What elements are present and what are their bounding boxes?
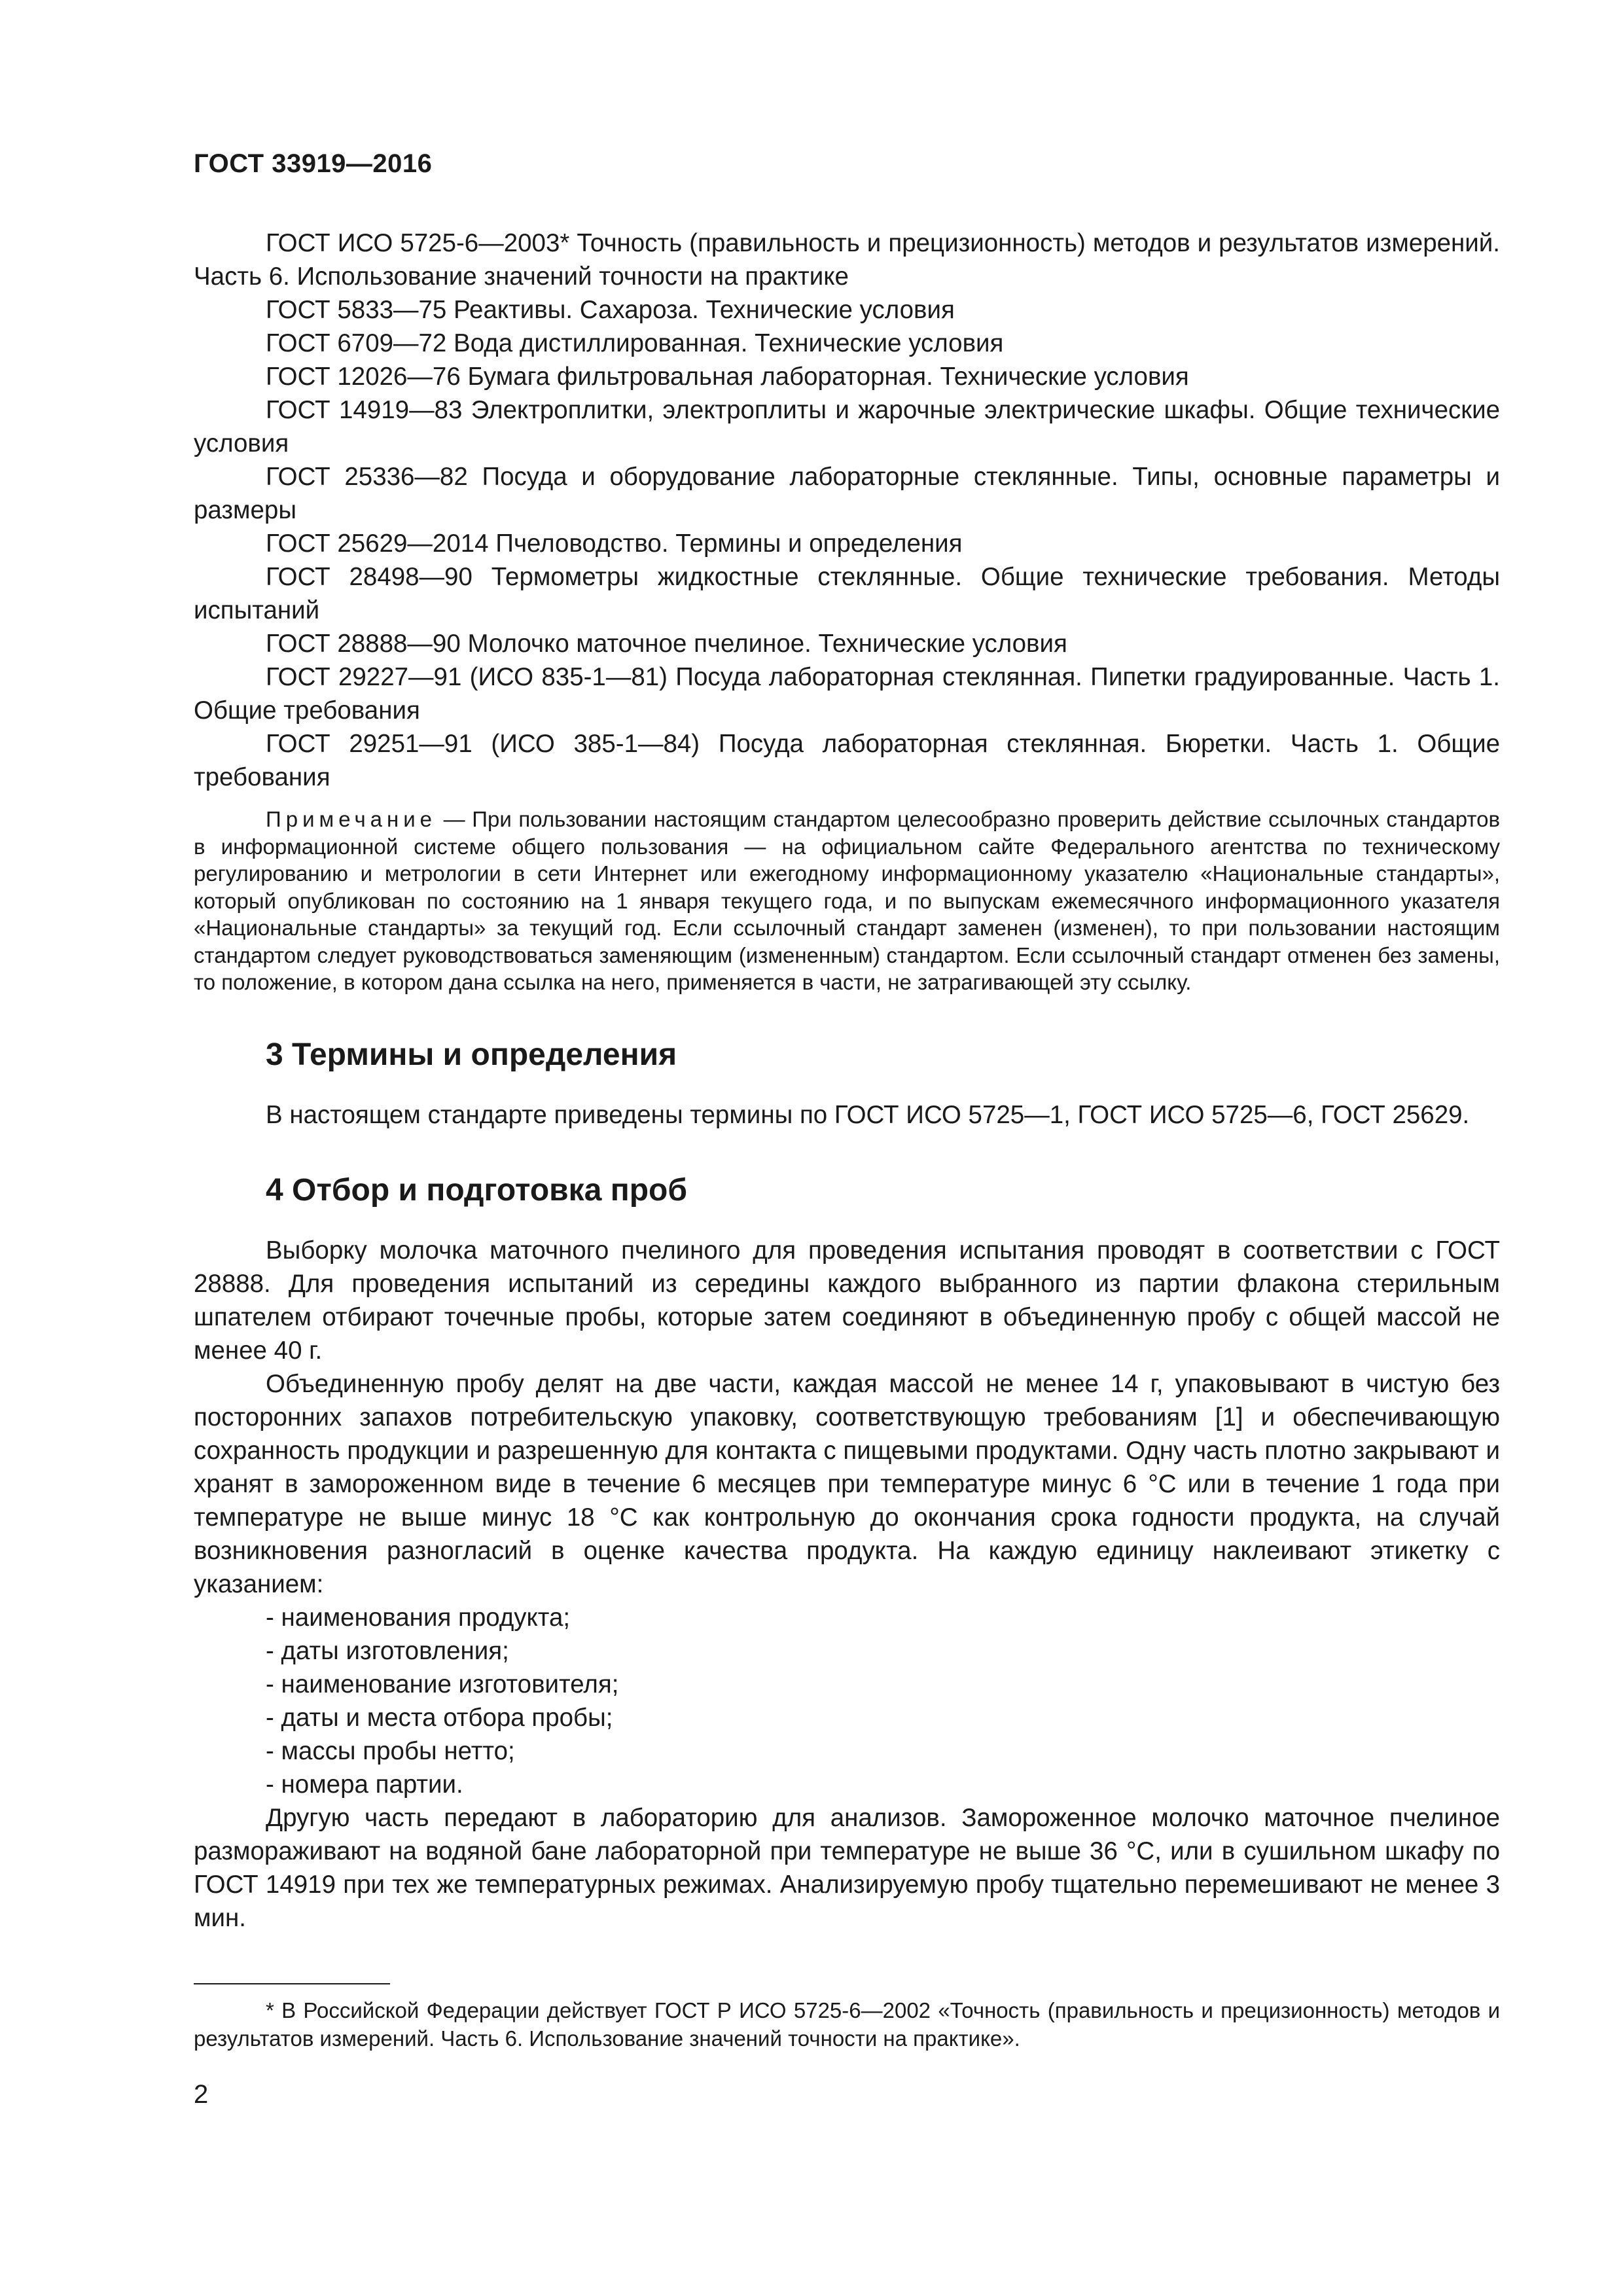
- ref-item: ГОСТ 28888—90 Молочко маточное пчелиное. Технические условия: [266, 630, 1067, 658]
- section-3-title: 3 Термины и определения: [266, 1037, 677, 1072]
- page-number: 2: [194, 2080, 209, 2109]
- footnote-mark: *: [266, 1998, 274, 2022]
- list-item: - номера партии.: [266, 1770, 463, 1799]
- ref-item: ГОСТ 6709—72 Вода дистиллированная. Технические условия: [266, 329, 1004, 357]
- section-4-title: 4 Отбор и подготовка проб: [266, 1172, 688, 1208]
- ref-item: ГОСТ ИСО 5725-6—2003* Точность (правильность и прецизионность) методов и результатов измерений. Часть 6. Использование значений точности на практике: [194, 229, 1500, 291]
- list-item: - наименования продукта;: [266, 1603, 571, 1632]
- ref-item: ГОСТ 25629—2014 Пчеловодство. Термины и определения: [266, 529, 963, 558]
- list-item: - даты изготовления;: [266, 1636, 509, 1665]
- ref-item: ГОСТ 12026—76 Бумага фильтровальная лабораторная. Технические условия: [266, 363, 1189, 391]
- ref-item: ГОСТ 29251—91 (ИСО 385-1—84) Посуда лабораторная стеклянная. Бюретки. Часть 1. Общие требования: [194, 730, 1500, 791]
- list-item: - даты и места отбора пробы;: [266, 1703, 613, 1732]
- footnote-divider: [194, 1983, 390, 1984]
- note-label: Примечание: [266, 807, 437, 831]
- note-paragraph: [194, 806, 1500, 996]
- footnote: [194, 1996, 1500, 2053]
- section-3-text: В настоящем стандарте приведены термины по ГОСТ ИСО 5725—1, ГОСТ ИСО 5725—6, ГОСТ 25629.: [266, 1100, 1470, 1129]
- standard-code-header: ГОСТ 33919—2016: [194, 149, 433, 178]
- ref-item: ГОСТ 28498—90 Термометры жидкостные стеклянные. Общие технические требования. Методы испытаний: [194, 563, 1500, 624]
- ref-item: ГОСТ 29227—91 (ИСО 835-1—81) Посуда лабораторная стеклянная. Пипетки градуированные. Часть 1. Общие требования: [194, 663, 1500, 725]
- footnote-text: В Российской Федерации действует ГОСТ Р ИСО 5725-6—2002 «Точность (правильность и прецизионность) методов и результатов измерений. Часть 6. Использование значений точности на практике».: [194, 1998, 1500, 2051]
- list-item: - наименование изготовителя;: [266, 1670, 619, 1698]
- document-body: [194, 226, 1500, 1935]
- ref-item: ГОСТ 25336—82 Посуда и оборудование лабораторные стеклянные. Типы, основные параметры и размеры: [194, 463, 1500, 524]
- list-item: - массы пробы нетто;: [266, 1736, 515, 1765]
- ref-item: ГОСТ 5833—75 Реактивы. Сахароза. Технические условия: [266, 296, 955, 324]
- ref-item: ГОСТ 14919—83 Электроплитки, электроплиты и жарочные электрические шкафы. Общие технические условия: [194, 396, 1500, 457]
- section-4-paragraph-1: Выборку молочка маточного пчелиного для проведения испытания проводят в соответствии с ГОСТ 28888. Для проведения испытаний из середины каждого выбранного из партии флакона стерильным шпателем отбирают точечные пробы, которые затем соединяют в объединенную пробу с общей массой не менее 40 г.: [194, 1236, 1500, 1365]
- section-4-paragraph-2: Объединенную пробу делят на две части, каждая массой не менее 14 г, упаковывают в чистую без посторонних запахов потребительскую упаковку, соответствующую требованиям [1] и обеспечивающую сохранность продукции и разрешенную для контакта с пищевыми продуктами. Одну часть плотно закрывают и хранят в замороженном виде в течение 6 месяцев при температуре минус 6 °С или в течение 1 года при температуре не выше минус 18 °С как контрольную до окончания срока годности продукта, на случай возникновения разногласий в оценке качества продукта. На каждую единицу наклеивают этикетку с указанием:: [194, 1369, 1500, 1598]
- note-text: — При пользовании настоящим стандартом целесообразно проверить действие ссылочных стандартов в информационной системе общего пользования — на официальном сайте Федерального агентства по техническому регулированию и метрологии в сети Интернет или ежегодному информационному указателю «Национальные стандарты», который опубликован по состоянию на 1 января текущего года, и по выпускам ежемесячного информационного указателя «Национальные стандарты» за текущий год. Если ссылочный стандарт заменен (изменен), то при пользовании настоящим стандартом следует руководствоваться заменяющим (измененным) стандартом. Если ссылочный стандарт отменен без замены, то положение, в котором дана ссылка на него, применяется в части, не затрагивающей эту ссылку.: [194, 807, 1500, 994]
- section-4-paragraph-3: Другую часть передают в лабораторию для анализов. Замороженное молочко маточное пчелиное размораживают на водяной бане лабораторной при температуре не выше 36 °С, или в сушильном шкафу по ГОСТ 14919 при тех же температурных режимах. Анализируемую пробу тщательно перемешивают не менее 3 мин.: [194, 1803, 1500, 1932]
